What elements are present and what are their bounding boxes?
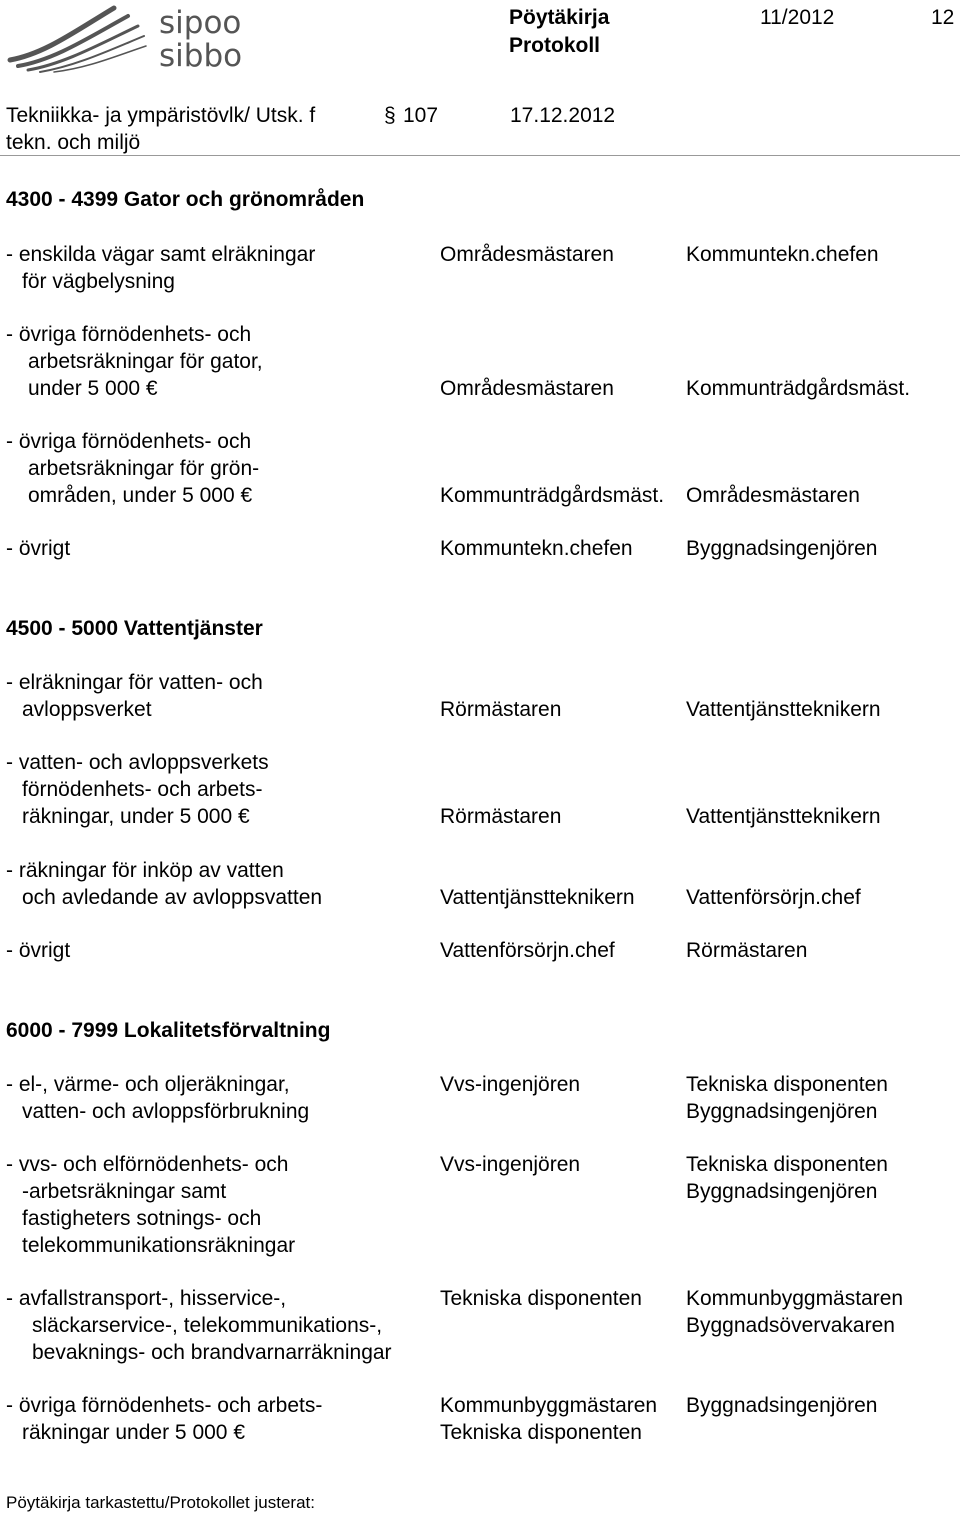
approver-primary: Kommuntekn.chefen — [440, 537, 633, 560]
sipoo-sibbo-logo — [4, 2, 264, 74]
committee-sv: tekn. och miljö — [6, 131, 141, 154]
approval-item-text: - övriga förnödenhets- och — [6, 323, 252, 346]
section-title: 4500 - 5000 Vattentjänster — [6, 617, 263, 640]
approver-primary: Kommunträdgårdsmäst. — [440, 484, 665, 507]
approval-item-text: telekommunikationsräkningar — [22, 1234, 296, 1257]
section-symbol: § — [384, 104, 396, 127]
approver-primary: Områdesmästaren — [440, 243, 614, 266]
approver-substitute: Byggnadsingenjören — [686, 1180, 878, 1203]
approval-item-text: för vägbelysning — [22, 270, 175, 293]
approver-substitute: Byggnadsövervakaren — [686, 1314, 895, 1337]
approval-item-text: förnödenhets- och arbets- — [22, 778, 263, 801]
approval-item-text: - el-, värme- och oljeräkningar, — [6, 1073, 290, 1096]
approver-substitute: Kommunbyggmästaren — [686, 1287, 904, 1310]
approver-substitute: Tekniska disponenten — [686, 1153, 888, 1176]
approver-substitute: Kommunträdgårdsmäst. — [686, 377, 911, 400]
approval-item-text: räkningar under 5 000 € — [22, 1421, 245, 1444]
footer-text: Pöytäkirja tarkastettu/Protokollet justerat: — [6, 1493, 315, 1512]
approver-substitute: Byggnadsingenjören — [686, 1100, 878, 1123]
approval-item-text: - elräkningar för vatten- och — [6, 671, 263, 694]
approval-item-text: avloppsverket — [22, 698, 152, 721]
approval-item-text: - vvs- och elförnödenhets- och — [6, 1153, 289, 1176]
approval-item-text: områden, under 5 000 € — [28, 484, 253, 507]
approver-substitute: Vattentjänstteknikern — [686, 698, 881, 721]
approval-item-text: vatten- och avloppsförbrukning — [22, 1100, 310, 1123]
approver-primary: Rörmästaren — [440, 698, 562, 721]
approver-substitute: Vattentjänstteknikern — [686, 805, 881, 828]
approval-item-text: - övrigt — [6, 537, 71, 560]
approval-item-text: arbetsräkningar för grön- — [28, 457, 260, 480]
doc-number: 11/2012 — [760, 6, 835, 29]
approver-primary: Vattenförsörjn.chef — [440, 939, 615, 962]
approval-item-text: arbetsräkningar för gator, — [28, 350, 263, 373]
approver-substitute: Byggnadsingenjören — [686, 537, 878, 560]
approval-item-text: räkningar, under 5 000 € — [22, 805, 250, 828]
approver-primary: Tekniska disponenten — [440, 1287, 642, 1310]
approval-item-text: - avfallstransport-, hisservice-, — [6, 1287, 287, 1310]
approval-item-text: - enskilda vägar samt elräkningar — [6, 243, 316, 266]
meeting-date: 17.12.2012 — [510, 104, 616, 127]
approval-item-text: - övrigt — [6, 939, 71, 962]
approval-item-text: - vatten- och avloppsverkets — [6, 751, 269, 774]
logo-text-sv: sibbo — [159, 38, 243, 74]
section-title: 4300 - 4399 Gator och grönområden — [6, 188, 365, 211]
approval-item-text: -arbetsräkningar samt — [22, 1180, 227, 1203]
approval-item-text: - övriga förnödenhets- och — [6, 430, 252, 453]
approver-primary: Vvs-ingenjören — [440, 1073, 581, 1096]
committee-fi: Tekniikka- ja ympäristövlk/ Utsk. f — [6, 104, 316, 127]
approval-item-text: bevaknings- och brandvarnarräkningar — [32, 1341, 392, 1364]
approver-primary: Tekniska disponenten — [440, 1421, 642, 1444]
approver-primary: Vattentjänstteknikern — [440, 886, 635, 909]
approver-primary: Rörmästaren — [440, 805, 562, 828]
approval-item-text: fastigheters sotnings- och — [22, 1207, 262, 1230]
approver-substitute: Kommuntekn.chefen — [686, 243, 879, 266]
doc-type-fi: Pöytäkirja — [509, 6, 610, 29]
page-number: 12 — [931, 6, 955, 29]
approval-item-text: släckarservice-, telekommunikations-, — [32, 1314, 383, 1337]
approval-item-text: och avledande av avloppsvatten — [22, 886, 323, 909]
section-title: 6000 - 7999 Lokalitetsförvaltning — [6, 1019, 331, 1042]
approver-substitute: Områdesmästaren — [686, 484, 860, 507]
header-divider — [0, 155, 960, 156]
approver-substitute: Tekniska disponenten — [686, 1073, 888, 1096]
doc-type-sv: Protokoll — [509, 34, 601, 57]
approval-item-text: - övriga förnödenhets- och arbets- — [6, 1394, 323, 1417]
approver-primary: Områdesmästaren — [440, 377, 614, 400]
approver-primary: Vvs-ingenjören — [440, 1153, 581, 1176]
approval-item-text: under 5 000 € — [28, 377, 158, 400]
approver-primary: Kommunbyggmästaren — [440, 1394, 658, 1417]
logo-text-fi: sipoo — [159, 5, 242, 41]
approver-substitute: Vattenförsörjn.chef — [686, 886, 861, 909]
approver-substitute: Byggnadsingenjören — [686, 1394, 878, 1417]
section-number: 107 — [403, 104, 439, 127]
approver-substitute: Rörmästaren — [686, 939, 808, 962]
approval-item-text: - räkningar för inköp av vatten — [6, 859, 284, 882]
